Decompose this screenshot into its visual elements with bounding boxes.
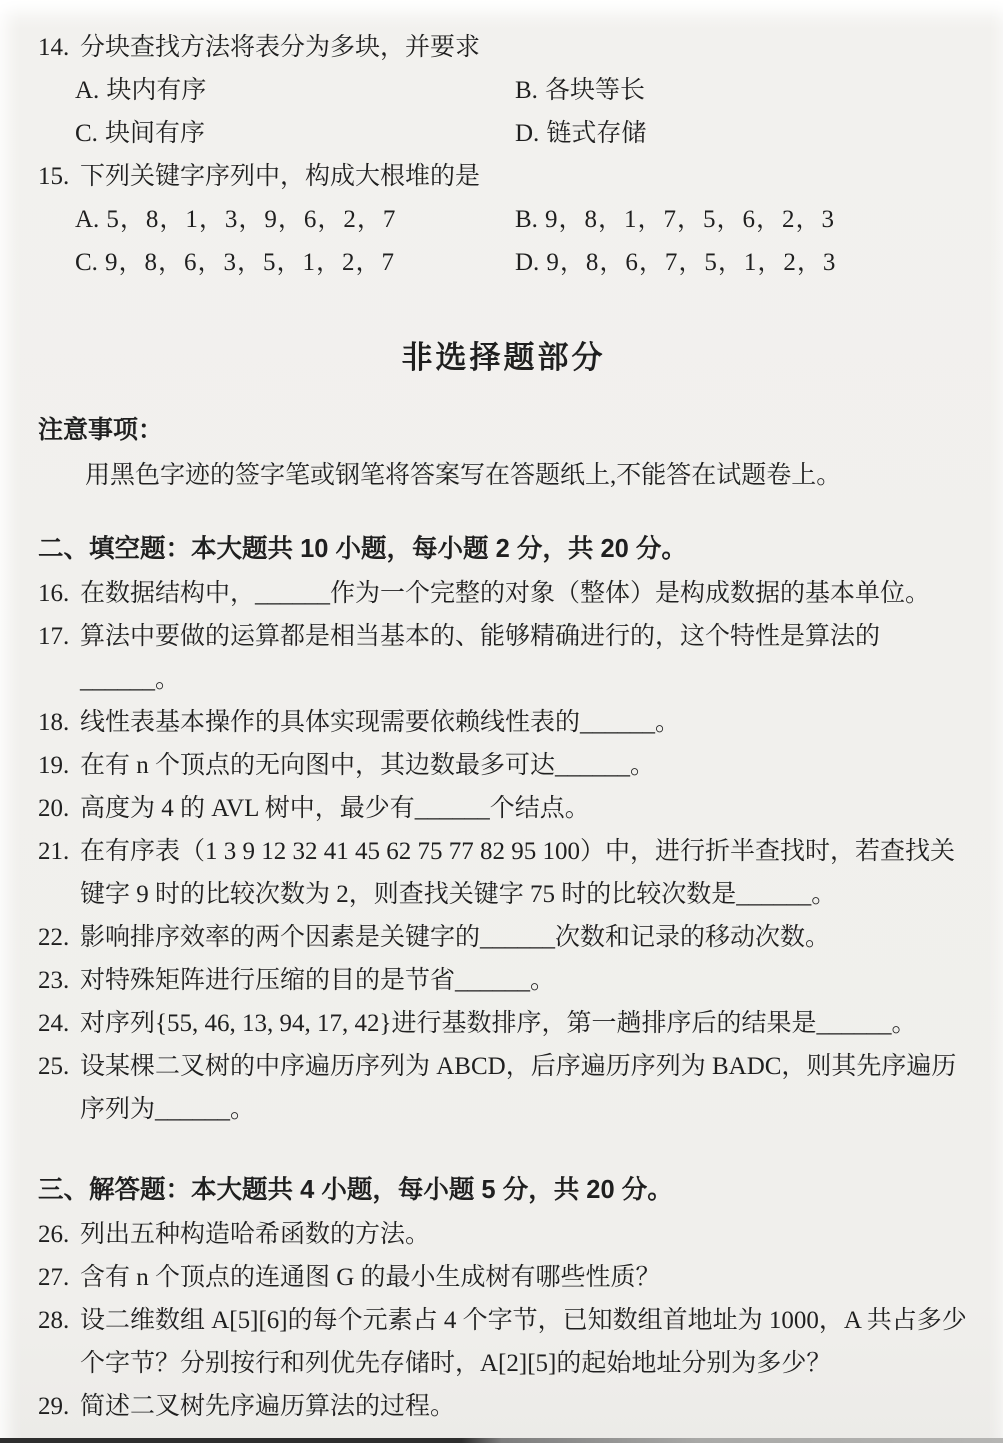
question-text: 在有 n 个顶点的无向图中，其边数最多可达______。 [80,752,656,779]
question-17 [38,615,969,701]
question-number: 29. [38,1393,70,1420]
question-number: 27. [38,1264,70,1291]
section-title: 非选择题部分 [401,340,606,375]
question-text: 列出五种构造哈希函数的方法。 [80,1221,431,1248]
question-text: 分块查找方法将表分为多块，并要求 [80,34,481,61]
option-text: 链式存储 [546,120,647,147]
option-text: 9，8，6，7，5，1，2，3 [546,249,837,276]
solve-section-heading: 三、解答题：本大题共 4 小题，每小题 5 分，共 20 分。 [38,1176,673,1204]
question-23 [38,959,969,1002]
question-15-stem [38,155,969,198]
option-d [515,112,969,155]
question-number: 26. [38,1221,70,1248]
question-text: 对特殊矩阵进行压缩的目的是节省______。 [80,967,556,994]
question-text: 设二维数组 A[5][6]的每个元素占 4 个字节，已知数组首地址为 1000，A 共占多少个字节？分别按行和列优先存储时，A[2][5]的起始地址分别为多少？ [80,1307,967,1377]
question-27 [38,1256,969,1299]
option-c [75,241,515,284]
option-b [515,69,969,112]
question-29 [38,1385,969,1428]
question-number: 20. [38,795,70,822]
question-number: 22. [38,924,70,951]
option-label: D. [515,120,540,147]
option-text: 9，8，1，7，5，6，2，3 [544,206,835,233]
option-label: B. [515,77,538,104]
option-a [75,198,515,241]
option-label: A. [75,206,100,233]
question-28 [38,1299,969,1385]
question-number: 21. [38,838,70,865]
scan-edge-bar [0,1438,1003,1443]
question-text: 线性表基本操作的具体实现需要依赖线性表的______。 [80,709,681,736]
option-text: 各块等长 [544,77,645,104]
question-15-options [75,198,969,284]
question-number: 25. [38,1053,70,1080]
option-text: 5，8，1，3，9，6，2，7 [106,206,397,233]
option-d [515,241,969,284]
option-a [75,69,515,112]
option-label: C. [75,249,98,276]
notice-heading: 注意事项： [38,416,164,444]
question-number: 19. [38,752,70,779]
question-22 [38,916,969,959]
question-16 [38,572,969,615]
option-label: C. [75,120,98,147]
question-text: 设某棵二叉树的中序遍历序列为 ABCD，后序遍历序列为 BADC，则其先序遍历序列为______。 [80,1053,957,1123]
question-number: 15. [38,163,70,190]
question-text: 在数据结构中，______作为一个完整的对象（整体）是构成数据的基本单位。 [80,580,931,607]
question-26 [38,1213,969,1256]
question-number: 17. [38,623,70,650]
question-18 [38,701,969,744]
option-c [75,112,515,155]
fill-section-heading: 二、填空题：本大题共 10 小题，每小题 2 分，共 20 分。 [38,535,687,563]
question-number: 18. [38,709,70,736]
question-24 [38,1002,969,1045]
question-19 [38,744,969,787]
question-21 [38,830,969,916]
question-text: 对序列{55, 46, 13, 94, 17, 42}进行基数排序，第一趟排序后的结果是______。 [80,1010,917,1037]
option-label: A. [75,77,100,104]
question-text: 高度为 4 的 AVL 树中，最少有______个结点。 [80,795,590,822]
question-number: 23. [38,967,70,994]
question-20 [38,787,969,830]
option-text: 块内有序 [106,77,207,104]
question-text: 简述二叉树先序遍历算法的过程。 [80,1393,456,1420]
question-number: 24. [38,1010,70,1037]
question-number: 16. [38,580,70,607]
mcq-question-14 [38,26,969,155]
option-b [515,198,969,241]
question-text: 影响排序效率的两个因素是关键字的______次数和记录的移动次数。 [80,924,831,951]
question-number: 28. [38,1307,70,1334]
question-text: 算法中要做的运算都是相当基本的、能够精确进行的，这个特性是算法的 ______。 [80,623,881,693]
question-number: 14. [38,34,70,61]
question-14-stem [38,26,969,69]
question-text: 含有 n 个顶点的连通图 G 的最小生成树有哪些性质？ [80,1264,661,1291]
option-label: B. [515,206,538,233]
option-text: 块间有序 [104,120,205,147]
option-text: 9，8，6，3，5，1，2，7 [104,249,395,276]
question-text: 在有序表（1 3 9 12 32 41 45 62 75 77 82 95 100）中，进行折半查找时，若查找关键字 9 时的比较次数为 2，则查找关键字 75 时的比较次数是______。 [80,838,956,908]
question-14-options [75,69,969,155]
mcq-question-15 [38,155,969,284]
question-25 [38,1045,969,1131]
option-label: D. [515,249,540,276]
notice-body: 用黑色字迹的签字笔或钢笔将答案写在答题纸上,不能答在试题卷上。 [85,462,842,489]
question-text: 下列关键字序列中，构成大根堆的是 [80,163,481,190]
